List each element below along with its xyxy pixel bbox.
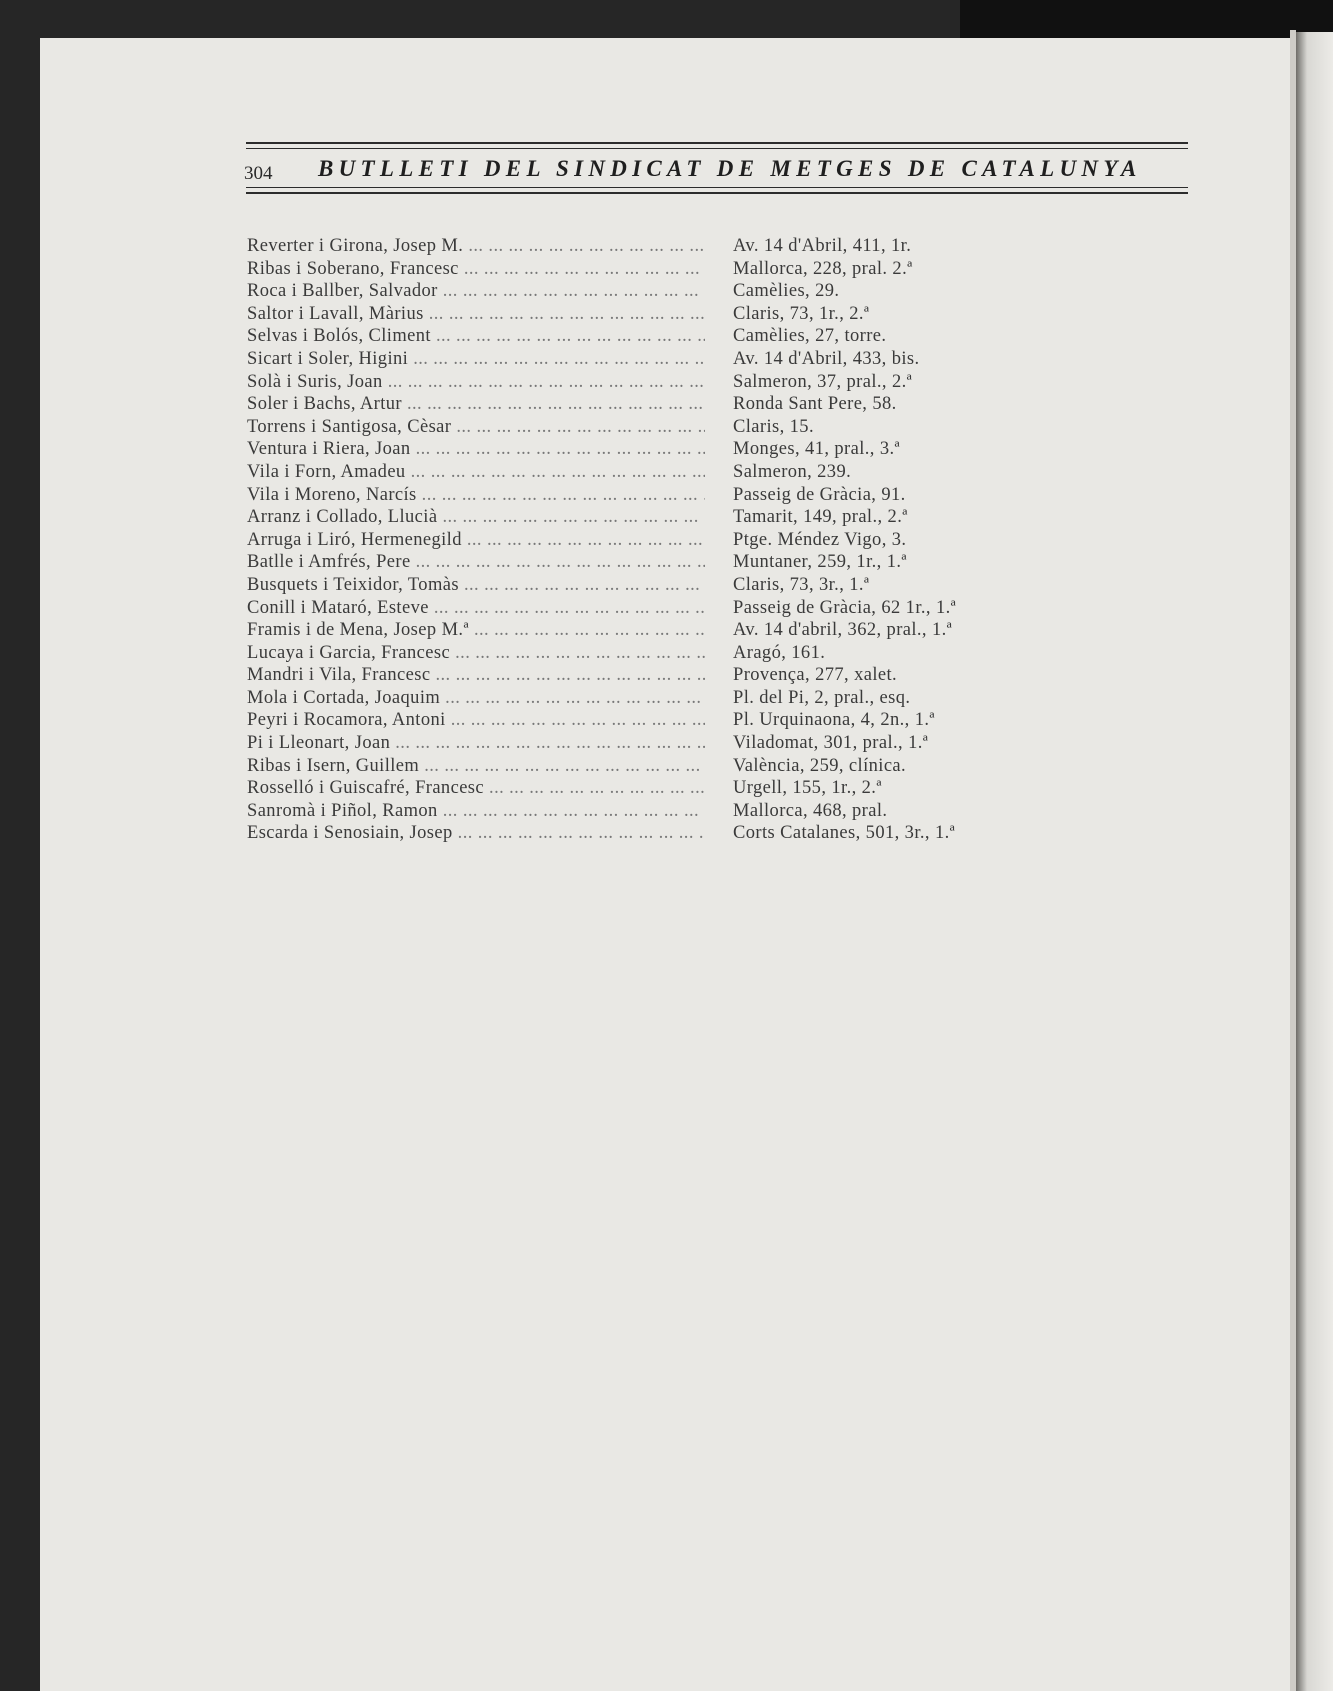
member-address: Corts Catalanes, 501, 3r., 1.ª <box>733 823 956 844</box>
directory-entry <box>247 551 1007 574</box>
directory-entry <box>247 687 1007 710</box>
member-address: Salmeron, 37, pral., 2.ª <box>733 371 913 392</box>
member-name: Reverter i Girona, Josep M. ... . <box>247 235 705 258</box>
member-address: València, 259, clínica. <box>733 755 907 776</box>
member-address: Ptge. Méndez Vigo, 3. <box>733 529 907 550</box>
member-address: Ronda Sant Pere, 58. <box>733 394 897 415</box>
member-address: Pl. Urquinaona, 4, 2n., 1.ª <box>733 710 935 731</box>
member-name: Lucaya i Garcia, Francesc ... . <box>247 642 705 665</box>
member-address: Monges, 41, pral., 3.ª <box>733 439 901 460</box>
member-name: Mola i Cortada, Joaquim ... . <box>247 687 705 710</box>
directory-entry <box>247 664 1007 687</box>
directory-entry <box>247 732 1007 755</box>
page-number: 304 <box>244 163 273 184</box>
member-name: Busquets i Teixidor, Tomàs ... . <box>247 574 705 597</box>
header-rule <box>246 142 1188 144</box>
member-name: Selvas i Bolós, Climent ... . <box>247 325 705 348</box>
directory-entry <box>247 800 1007 823</box>
member-name: Ribas i Isern, Guillem ... . <box>247 755 705 778</box>
member-address: Viladomat, 301, pral., 1.ª <box>733 733 929 754</box>
header-rule <box>246 192 1188 194</box>
member-name: Soler i Bachs, Artur ... . <box>247 393 705 416</box>
member-address: Provença, 277, xalet. <box>733 665 898 686</box>
member-name: Ribas i Soberano, Francesc ... . <box>247 258 705 281</box>
member-name: Solà i Suris, Joan ... . <box>247 371 705 394</box>
member-address: Urgell, 155, 1r., 2.ª <box>733 778 882 799</box>
directory-entry <box>247 348 1007 371</box>
directory-entry <box>247 822 1007 845</box>
member-name: Sicart i Soler, Higini ... . <box>247 348 705 371</box>
member-address: Aragó, 161. <box>733 642 826 663</box>
member-name: Torrens i Santigosa, Cèsar ... . <box>247 416 705 439</box>
directory-entry <box>247 484 1007 507</box>
directory-entry <box>247 303 1007 326</box>
directory-entry <box>247 529 1007 552</box>
member-address: Salmeron, 239. <box>733 461 852 482</box>
directory-entry <box>247 506 1007 529</box>
directory-entry <box>247 597 1007 620</box>
journal-title: BUTLLETI DEL SINDICAT DE METGES DE CATALUNYA <box>318 156 1142 181</box>
directory-entry <box>247 777 1007 800</box>
directory-entry <box>247 416 1007 439</box>
member-name: Arruga i Liró, Hermenegild ... . <box>247 529 705 552</box>
member-address: Claris, 73, 3r., 1.ª <box>733 574 870 595</box>
member-name: Escarda i Senosiain, Josep ... . <box>247 822 705 845</box>
member-address: Passeig de Gràcia, 91. <box>733 484 906 505</box>
directory-entry <box>247 755 1007 778</box>
member-address: Av. 14 d'Abril, 411, 1r. <box>733 236 912 256</box>
member-address: Mallorca, 228, pral. 2.ª <box>733 258 913 279</box>
member-name: Roca i Ballber, Salvador ... . <box>247 280 705 303</box>
member-address: Tamarit, 149, pral., 2.ª <box>733 507 908 528</box>
directory-entry <box>247 438 1007 461</box>
member-name: Vila i Forn, Amadeu ... . <box>247 461 705 484</box>
directory-entry <box>247 709 1007 732</box>
member-address: Passeig de Gràcia, 62 1r., 1.ª <box>733 597 957 618</box>
directory-entry <box>247 235 1007 258</box>
member-name: Peyri i Rocamora, Antoni ... . <box>247 709 705 732</box>
member-address: Av. 14 d'abril, 362, pral., 1.ª <box>733 620 953 641</box>
member-name: Mandri i Vila, Francesc ... . <box>247 664 705 687</box>
directory-entry <box>247 574 1007 597</box>
member-name: Sanromà i Piñol, Ramon ... . <box>247 800 705 823</box>
member-name: Conill i Mataró, Esteve ... . <box>247 597 705 620</box>
directory-entry <box>247 371 1007 394</box>
member-address: Camèlies, 29. <box>733 281 840 302</box>
header-rule <box>246 148 1188 149</box>
book-spine <box>1296 32 1333 1691</box>
scan-background <box>960 0 1333 40</box>
directory-entry <box>247 258 1007 281</box>
member-address: Muntaner, 259, 1r., 1.ª <box>733 552 907 573</box>
member-name: Arranz i Collado, Llucià ... . <box>247 506 705 529</box>
directory-entry <box>247 325 1007 348</box>
member-name: Rosselló i Guiscafré, Francesc ... . <box>247 777 705 800</box>
member-name: Batlle i Amfrés, Pere ... . <box>247 551 705 574</box>
member-address: Mallorca, 468, pral. <box>733 800 888 821</box>
member-name: Pi i Lleonart, Joan ... . <box>247 732 705 755</box>
directory-entry <box>247 280 1007 303</box>
member-name: Ventura i Riera, Joan ... . <box>247 438 705 461</box>
directory-entry <box>247 461 1007 484</box>
member-address: Pl. del Pi, 2, pral., esq. <box>733 687 911 708</box>
member-address: Claris, 15. <box>733 416 814 437</box>
directory-entry <box>247 642 1007 665</box>
member-name: Vila i Moreno, Narcís ... . <box>247 484 705 507</box>
header-rule <box>246 187 1188 188</box>
member-address: Claris, 73, 1r., 2.ª <box>733 303 870 324</box>
member-address: Camèlies, 27, torre. <box>733 326 887 347</box>
member-name: Saltor i Lavall, Màrius ... . <box>247 303 705 326</box>
directory-entry <box>247 619 1007 642</box>
member-directory <box>247 235 1007 845</box>
member-name: Framis i de Mena, Josep M.ª ... . <box>247 619 705 642</box>
directory-entry <box>247 393 1007 416</box>
member-address: Av. 14 d'Abril, 433, bis. <box>733 348 920 369</box>
